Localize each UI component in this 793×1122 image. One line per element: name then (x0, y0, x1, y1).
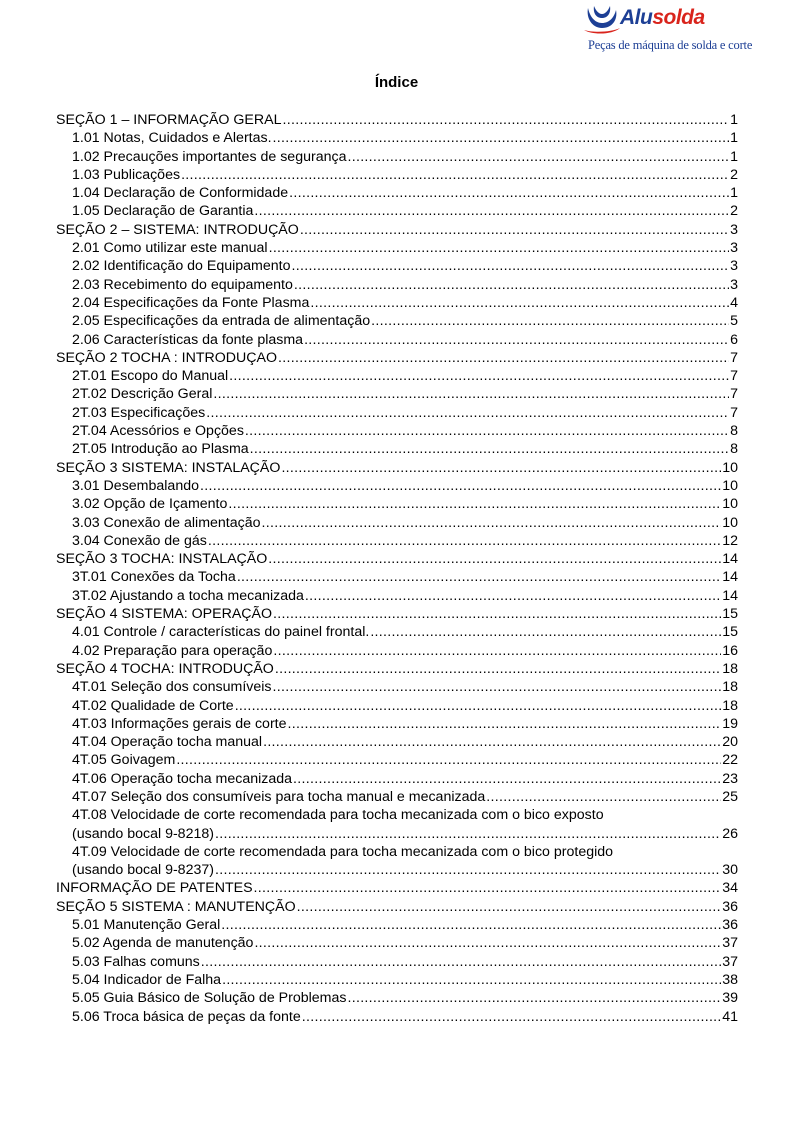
toc-section-label: SEÇÃO 1 – INFORMAÇÃO GERAL (56, 112, 282, 128)
toc-entry-page: 37 (722, 953, 738, 970)
dot-leader (206, 404, 729, 422)
toc-entry-label: 2T.04 Acessórios e Opções (72, 423, 244, 440)
dot-leader (176, 751, 721, 769)
toc-entry-page: 20 (722, 734, 738, 751)
dot-leader (281, 459, 721, 477)
toc-section-label: SEÇÃO 2 – SISTEMA: INTRODUÇÃO (56, 221, 299, 238)
toc-entry[interactable] (56, 294, 738, 312)
toc-entry[interactable] (56, 587, 738, 605)
toc-entry-label: 3T.01 Conexões da Tocha (72, 569, 236, 586)
dot-leader (273, 642, 721, 660)
dot-leader (269, 239, 730, 257)
toc-entry-label: 4T.06 Operação tocha mecanizada (72, 770, 293, 787)
logo-wordmark: Alusolda (620, 6, 705, 29)
toc-entry[interactable] (56, 623, 738, 641)
toc-section-label: SEÇÃO 3 SISTEMA: INSTALAÇÃO (56, 459, 281, 476)
toc-entry-page: 3 (730, 258, 738, 275)
toc-entry-label: 2.03 Recebimento do equipamento (72, 276, 293, 293)
toc-section[interactable] (56, 898, 738, 916)
dot-leader (263, 733, 721, 751)
dot-leader (347, 148, 729, 166)
toc-entry[interactable] (56, 770, 738, 788)
dot-leader (282, 111, 729, 129)
toc-entry-label: 4T.09 Velocidade de corte recomendada para tocha mecanizada com o bico protegido (72, 843, 614, 860)
toc-entry-label: 3.04 Conexão de gás (72, 532, 207, 549)
toc-section-label: SEÇÃO 4 SISTEMA: OPERAÇÃO (56, 606, 273, 623)
toc-entry-page: 7 (730, 386, 738, 403)
toc-entry-label: 4T.05 Goivagem (72, 752, 176, 769)
toc-entry[interactable] (56, 971, 738, 989)
toc-section-label: SEÇÃO 2 TOCHA : INTRODUÇAO (56, 349, 277, 366)
toc-entry-label: 5.05 Guia Básico de Solução de Problemas (72, 990, 347, 1007)
toc-entry-page: 22 (722, 752, 738, 769)
toc-entry-page: 18 (722, 679, 738, 696)
toc-entry-page: 10 (722, 459, 738, 476)
toc-entry-page: 3 (730, 240, 738, 257)
toc-entry-page: 10 (722, 496, 738, 513)
toc-entry-label: 2.06 Características da fonte plasma (72, 331, 304, 348)
table-of-contents (56, 111, 738, 1026)
toc-entry[interactable] (56, 440, 738, 458)
dot-leader (300, 221, 729, 239)
toc-entry-page: 7 (730, 404, 738, 421)
toc-entry-page: 6 (730, 331, 738, 348)
toc-entry[interactable] (56, 239, 738, 257)
dot-leader (294, 276, 729, 294)
toc-entry-page: 16 (722, 642, 738, 659)
toc-entry-label: 3.01 Desembalando (72, 477, 199, 494)
toc-entry[interactable] (56, 422, 738, 440)
dot-leader (215, 861, 721, 879)
toc-entry-page: 36 (722, 898, 738, 915)
alusolda-logo (582, 0, 782, 58)
toc-entry-label: 4T.07 Seleção dos consumíveis para tocha manual e mecanizada (72, 788, 486, 805)
toc-entry[interactable] (56, 331, 738, 349)
dot-leader (181, 166, 729, 184)
toc-entry-page: 14 (722, 551, 738, 568)
dot-leader (228, 495, 721, 513)
toc-entry[interactable] (56, 532, 738, 550)
toc-entry-label: 4T.04 Operação tocha manual (72, 734, 263, 751)
toc-entry-label: 5.03 Falhas comuns (72, 953, 200, 970)
toc-entry-label: 4T.01 Seleção dos consumíveis (72, 679, 272, 696)
dot-leader (254, 202, 729, 220)
toc-entry-page: 38 (722, 971, 738, 988)
dot-leader (347, 989, 721, 1007)
dot-leader (310, 294, 729, 312)
toc-entry[interactable] (56, 202, 738, 220)
toc-entry-label: 4.01 Controle / características do painel frontal. (72, 624, 370, 641)
toc-entry-label: 1.04 Declaração de Conformidade (72, 185, 289, 202)
dot-leader (297, 898, 722, 916)
toc-entry-page: 2 (730, 203, 738, 220)
dot-leader (273, 605, 721, 623)
toc-entry-label: 5.04 Indicador de Falha (72, 971, 222, 988)
toc-entry-page: 23 (722, 770, 738, 787)
toc-entry[interactable] (56, 312, 738, 330)
toc-entry-label: 2T.05 Introdução ao Plasma (72, 441, 249, 458)
toc-entry[interactable] (56, 733, 738, 751)
dot-leader (268, 550, 721, 568)
toc-entry-label: 2T.02 Descrição Geral (72, 386, 213, 403)
toc-section[interactable] (56, 879, 738, 897)
dot-leader (302, 1008, 721, 1026)
toc-entry-page: 7 (730, 368, 738, 385)
toc-entry[interactable] (56, 367, 738, 385)
toc-entry-label: 2T.03 Especificações (72, 404, 206, 421)
dot-leader (208, 532, 721, 550)
toc-entry-page: 18 (722, 697, 738, 714)
toc-section[interactable] (56, 459, 738, 477)
toc-section[interactable] (56, 660, 738, 678)
toc-entry-page: 5 (730, 313, 738, 330)
toc-section-label: SEÇÃO 3 TOCHA: INSTALAÇÃO (56, 551, 268, 568)
dot-leader (305, 587, 721, 605)
toc-entry[interactable] (56, 514, 738, 532)
dot-leader (250, 440, 729, 458)
toc-entry[interactable] (56, 257, 738, 275)
toc-entry[interactable] (56, 477, 738, 495)
toc-section[interactable] (56, 550, 738, 568)
toc-entry-page: 3 (730, 221, 738, 238)
toc-section[interactable] (56, 221, 738, 239)
dot-leader (235, 697, 722, 715)
toc-entry-page: 1 (730, 148, 738, 165)
dot-leader (229, 367, 729, 385)
dot-leader (254, 879, 722, 897)
toc-entry-page: 1 (730, 185, 738, 202)
dot-leader (370, 623, 721, 641)
toc-entry-page: 8 (730, 423, 738, 440)
toc-entry-label-continued: (usando bocal 9-8237) (72, 862, 214, 879)
toc-entry-page: 18 (722, 660, 738, 677)
alusolda-swoosh-icon (582, 2, 622, 36)
toc-entry-label: 2.01 Como utilizar este manual (72, 240, 268, 257)
toc-entry-page: 39 (722, 990, 738, 1007)
dot-leader (215, 825, 721, 843)
toc-entry-label: 2T.01 Escopo do Manual (72, 368, 229, 385)
dot-leader (288, 715, 722, 733)
toc-section[interactable] (56, 111, 738, 129)
dot-leader (486, 788, 721, 806)
toc-entry-page: 36 (722, 917, 738, 934)
toc-section[interactable] (56, 349, 738, 367)
toc-entry-label: 5.01 Manutenção Geral (72, 917, 221, 934)
toc-entry-page: 10 (722, 514, 738, 531)
toc-entry-page: 3 (730, 276, 738, 293)
toc-section-label: SEÇÃO 5 SISTEMA : MANUTENÇÃO (56, 898, 296, 915)
toc-entry-page: 37 (722, 935, 738, 952)
toc-entry-page: 4 (730, 294, 738, 311)
dot-leader (201, 953, 721, 971)
toc-entry[interactable] (56, 916, 738, 934)
toc-entry[interactable] (56, 1008, 738, 1026)
toc-entry-page: 7 (730, 349, 738, 366)
dot-leader (289, 184, 729, 202)
logo-tagline: Peças de máquina de solda e corte (588, 38, 753, 52)
toc-entry-label: 2.02 Identificação do Equipamento (72, 258, 291, 275)
toc-entry-page: 25 (722, 788, 738, 805)
toc-entry[interactable] (56, 953, 738, 971)
toc-entry-page: 41 (722, 1008, 738, 1025)
toc-entry-label: 2.04 Especificações da Fonte Plasma (72, 294, 310, 311)
toc-entry-label: 3T.02 Ajustando a tocha mecanizada (72, 587, 304, 604)
toc-entry[interactable] (56, 934, 738, 952)
dot-leader (262, 514, 722, 532)
toc-entry-page: 1 (730, 130, 738, 147)
toc-entry-label: 4T.02 Qualidade de Corte (72, 697, 234, 714)
toc-entry-label: 5.02 Agenda de manutenção (72, 935, 254, 952)
toc-entry-page: 1 (730, 112, 738, 128)
toc-entry-label: 3.02 Opção de Içamento (72, 496, 228, 513)
toc-entry-page: 15 (722, 606, 738, 623)
toc-entry-label: 1.01 Notas, Cuidados e Alertas. (72, 130, 272, 147)
dot-leader (275, 660, 721, 678)
toc-entry[interactable] (56, 715, 738, 733)
toc-entry[interactable] (56, 166, 738, 184)
toc-entry[interactable] (56, 751, 738, 769)
dot-leader (292, 257, 730, 275)
dot-leader (222, 971, 721, 989)
toc-section-label: INFORMAÇÃO DE PATENTES (56, 880, 253, 897)
dot-leader (293, 770, 721, 788)
toc-entry-page: 30 (722, 862, 738, 879)
toc-entry-label: 1.03 Publicações (72, 166, 181, 183)
dot-leader (304, 331, 729, 349)
toc-entry-label: 1.05 Declaração de Garantia (72, 203, 254, 220)
toc-entry[interactable] (56, 129, 738, 147)
toc-section-label: SEÇÃO 4 TOCHA: INTRODUÇÃO (56, 660, 274, 677)
toc-section[interactable] (56, 605, 738, 623)
dot-leader (254, 934, 721, 952)
dot-leader (371, 312, 729, 330)
toc-entry[interactable] (56, 276, 738, 294)
dot-leader (237, 568, 721, 586)
toc-entry-page: 19 (722, 715, 738, 732)
toc-entry-page: 26 (722, 825, 738, 842)
toc-entry-label: 4.02 Preparação para operação (72, 642, 273, 659)
page-title: Índice (374, 74, 419, 91)
toc-entry-page: 15 (722, 624, 738, 641)
toc-entry[interactable] (56, 184, 738, 202)
dot-leader (245, 422, 729, 440)
toc-entry[interactable] (56, 148, 738, 166)
dot-leader (273, 129, 730, 147)
toc-entry[interactable] (56, 806, 738, 843)
toc-entry[interactable] (56, 568, 738, 586)
toc-entry-page: 14 (722, 587, 738, 604)
toc-entry-page: 2 (730, 166, 738, 183)
toc-entry[interactable] (56, 989, 738, 1007)
toc-entry-page: 14 (722, 569, 738, 586)
dot-leader (221, 916, 721, 934)
toc-entry[interactable] (56, 788, 738, 806)
dot-leader (273, 678, 722, 696)
toc-entry-page: 8 (730, 441, 738, 458)
toc-entry-label: 4T.03 Informações gerais de corte (72, 715, 287, 732)
toc-entry-page: 10 (722, 477, 738, 494)
toc-entry[interactable] (56, 843, 738, 880)
toc-entry[interactable] (56, 404, 738, 422)
toc-entry[interactable] (56, 495, 738, 513)
toc-entry-label: 3.03 Conexão de alimentação (72, 514, 261, 531)
toc-entry-label-continued: (usando bocal 9-8218) (72, 825, 214, 842)
toc-entry-page: 12 (722, 532, 738, 549)
toc-entry-page: 34 (722, 880, 738, 897)
toc-entry-label: 1.02 Precauções importantes de segurança (72, 148, 347, 165)
toc-entry[interactable] (56, 385, 738, 403)
toc-entry-label: 4T.08 Velocidade de corte recomendada para tocha mecanizada com o bico exposto (72, 807, 604, 824)
toc-entry[interactable] (56, 678, 738, 696)
dot-leader (213, 385, 729, 403)
toc-entry-label: 2.05 Especificações da entrada de alimentação (72, 313, 371, 330)
toc-entry-label: 5.06 Troca básica de peças da fonte (72, 1008, 301, 1025)
dot-leader (278, 349, 729, 367)
toc-entry[interactable] (56, 697, 738, 715)
toc-entry[interactable] (56, 642, 738, 660)
dot-leader (200, 477, 721, 495)
